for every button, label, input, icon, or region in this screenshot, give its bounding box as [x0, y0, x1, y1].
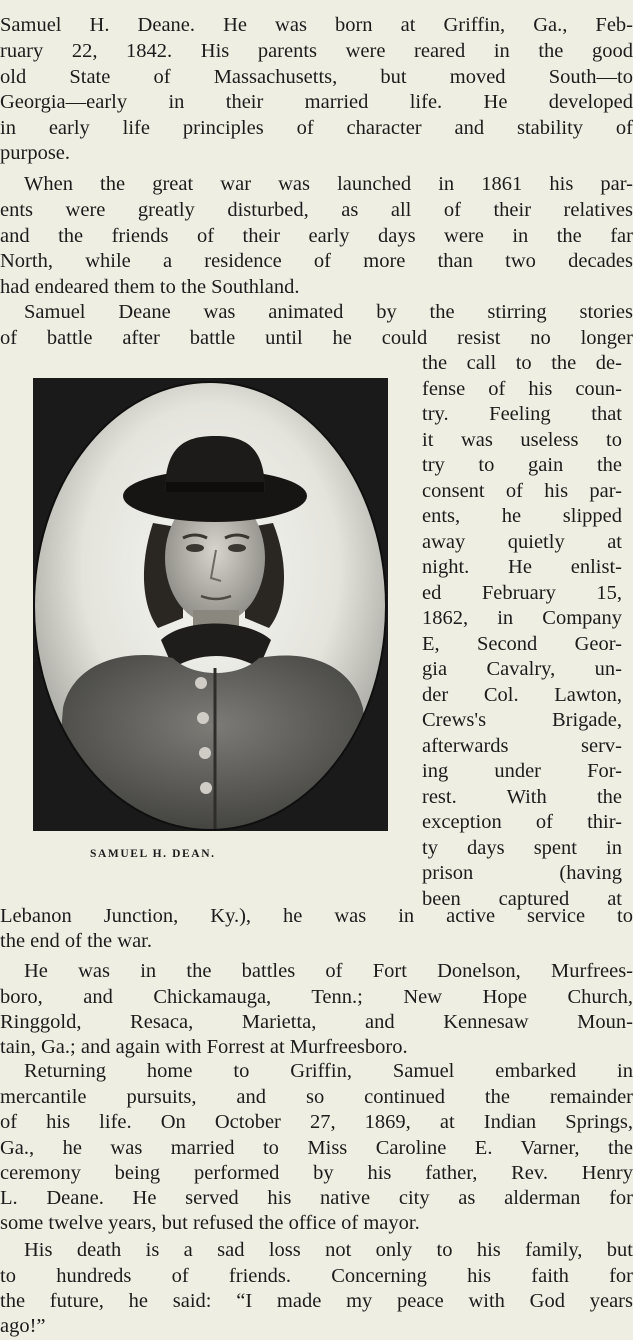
text-line: fense of his coun- [422, 377, 622, 400]
text-line: night. He enlist- [422, 556, 622, 578]
text-line: it was useless to [422, 428, 622, 451]
text-line: gia Cavalry, un- [422, 658, 622, 680]
portrait-illustration [33, 378, 388, 831]
text-line: away quietly at [422, 530, 622, 553]
text-line: the call to the de- [422, 352, 622, 374]
text-line: His death is a sad loss not only to his family, but [24, 1239, 633, 1261]
text-line: try. Feeling that [422, 403, 622, 425]
text-line: the future, he said: “I made my peace with God years [0, 1290, 633, 1312]
text-line: the end of the war. [0, 930, 152, 952]
text-line: mercantile pursuits, and so continued the remainder [0, 1086, 633, 1108]
text-line: to hundreds of friends. Concerning his faith for [0, 1265, 633, 1287]
text-line: ents, he slipped [422, 505, 622, 527]
text-line: Crews's Brigade, [422, 709, 622, 731]
text-line: try to gain the [422, 454, 622, 476]
text-line: der Col. Lawton, [422, 683, 622, 706]
text-line: tain, Ga.; and again with Forrest at Murfreesboro. [0, 1036, 408, 1058]
text-line: ing under For- [422, 760, 622, 782]
text-line: ty days spent in [422, 836, 622, 859]
text-line: He was in the battles of Fort Donelson, Murfrees- [24, 960, 633, 982]
text-line: Ringgold, Resaca, Marietta, and Kennesaw Moun- [0, 1011, 633, 1033]
text-line: Returning home to Griffin, Samuel embarked in [24, 1060, 633, 1082]
text-line: old State of Massachusetts, but moved South—to [0, 66, 633, 88]
text-line: ruary 22, 1842. His parents were reared in the good [0, 40, 633, 62]
text-line: afterwards serv- [422, 734, 622, 757]
text-line: been captured at [422, 887, 622, 910]
text-line: rest. With the [422, 785, 622, 808]
text-line: Samuel Deane was animated by the stirring stories [24, 301, 633, 323]
text-line: boro, and Chickamauga, Tenn.; New Hope Church, [0, 986, 633, 1008]
text-line: of battle after battle until he could resist no longer [0, 327, 633, 349]
text-line: Lebanon Junction, Ky.), he was in active service to [0, 905, 633, 927]
text-line: ed February 15, [422, 581, 622, 604]
text-line: ceremony being performed by his father, Rev. Henry [0, 1162, 633, 1184]
text-line: Samuel H. Deane. He was born at Griffin, Ga., Feb- [0, 14, 633, 36]
text-line: ago!” [0, 1315, 46, 1337]
text-line: some twelve years, but refused the office of mayor. [0, 1212, 420, 1234]
text-line: North, while a residence of more than two decades [0, 250, 633, 272]
portrait-photo [33, 378, 388, 831]
text-line: of his life. On October 27, 1869, at Indian Springs, [0, 1111, 633, 1133]
text-line: in early life principles of character and stability of [0, 117, 633, 139]
text-line: L. Deane. He served his native city as alderman for [0, 1187, 633, 1209]
text-line: When the great war was launched in 1861 his par- [24, 173, 633, 195]
text-line: Ga., he was married to Miss Caroline E. Varner, the [0, 1137, 633, 1159]
text-line: purpose. [0, 142, 71, 164]
text-line: and the friends of their early days were in the far [0, 225, 633, 247]
text-line: had endeared them to the Southland. [0, 276, 300, 298]
text-line: Georgia—early in their married life. He developed [0, 91, 633, 113]
text-line: 1862, in Company [422, 607, 622, 629]
text-line: prison (having [422, 862, 622, 884]
portrait-caption: SAMUEL H. DEAN. [90, 848, 216, 860]
text-line: consent of his par- [422, 479, 622, 502]
text-line: E, Second Geor- [422, 632, 622, 655]
text-line: ents were greatly disturbed, as all of their relatives [0, 199, 633, 221]
text-line: exception of thir- [422, 811, 622, 833]
